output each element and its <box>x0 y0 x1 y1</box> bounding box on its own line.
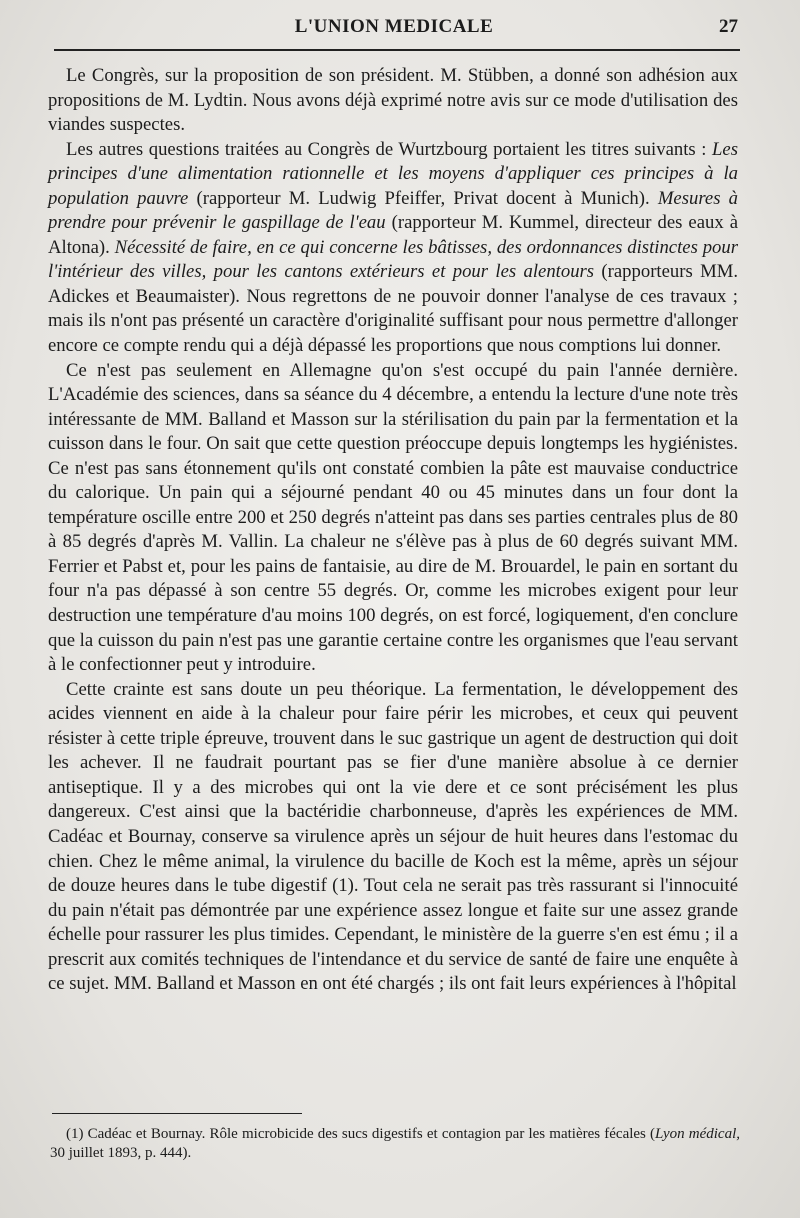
text-run: 30 juillet 1893, p. 444). <box>50 1145 192 1161</box>
footnote <box>50 1125 740 1163</box>
italic-title: Mesures à prendre pour prévenir le gaspillage de l'eau <box>48 187 738 234</box>
page-number: 27 <box>719 16 738 37</box>
running-title: L'UNION MEDICALE <box>294 16 494 37</box>
paragraph-1 <box>48 64 738 138</box>
paragraph-2 <box>48 138 738 359</box>
text-run: Le Congrès, sur la proposition de son président. M. Stübben, a donné son adhésion aux propositions de M. Lydtin. Nous avons déjà exprimé notre avis sur ce mode d'utilisation des viandes suspectes. <box>48 65 738 136</box>
italic-title: Les principes d'une alimentation rationnelle et les moyens d'appliquer ces principes à la population pauvre <box>48 138 738 209</box>
paragraph-3 <box>48 359 738 678</box>
paragraph-4 <box>48 678 738 997</box>
text-run: (rapporteurs MM. Adickes et Beaumaister). Nous regrettons de ne pouvoir donner l'analyse de ces travaux ; mais ils n'ont pas présenté un caractère d'originalité suffisant pour nous permettre d'allonger encore ce compte rendu qui a déjà dépassé les proportions que nous comptions lui donner. <box>48 261 739 357</box>
italic-journal: Lyon médical, <box>655 1126 740 1142</box>
footnote-rule <box>52 1113 302 1114</box>
text-run: (rapporteur M. Ludwig Pfeiffer, Privat docent à Munich). <box>188 187 658 209</box>
text-run: (rapporteur M. Kummel, directeur des eaux à Altona). <box>48 212 738 258</box>
text-run: Les autres questions traitées au Congrès de Wurtzbourg portaient les titres suivants : <box>66 138 713 160</box>
footnote-1 <box>50 1125 740 1163</box>
text-run: Ce n'est pas seulement en Allemagne qu'on s'est occupé du pain l'année dernière. L'Académie des sciences, dans sa séance du 4 décembre, a entendu la lecture d'une note très intéressante de MM. Balland et Masson sur la stérilisation du pain par la fermentation et la cuisson dans le four. On sait que cette question préoccupe depuis longtemps les hygiénistes. Ce n'est pas sans étonnement qu'ils ont constaté combien la pâte est mauvaise conductrice du calorique. Un pain qui a séjourné pendant 40 ou 45 minutes dans un four dont la température oscille entre 200 et 250 degrés n'atteint pas dans ses parties centrales plus de 80 à 85 degrés d'après M. Vallin. La chaleur ne s'élève pas à plus de 60 degrés suivant MM. Ferrier et Pabst et, pour les pains de fantaisie, au dire de M. Brouardel, le pain en sortant du four n'a pas dépassé à son centre 55 degrés. Or, comme les microbes exigent pour leur destruction une température d'au moins 100 degrés, on est forcé, logiquement, d'en conclure que la cuisson du pain n'est pas une garantie certaine contre les organismes que l'eau servant à le confectionner peut y introduire. <box>48 359 738 676</box>
text-run: Cette crainte est sans doute un peu théorique. La fermentation, le développement des acides viennent en aide à la chaleur pour faire périr les microbes, et ceux qui peuvent résister à cette triple épreuve, trouvent dans le suc gastrique un agent de destruction qui doit les achever. Il ne faudrait pourtant pas se fier d'une manière absolue à ce dernier antiseptique. Il y a des microbes qui ont la vie dere et ce sont précisément les plus dangereux. C'est ainsi que la bactéridie charbonneuse, d'après les expériences de MM. Cadéac et Bournay, conserve sa virulence après un séjour de huit heures dans l'estomac du chien. Chez le même animal, la virulence du bacille de Koch est la même, après un séjour de douze heures dans le tube digestif (1). Tout cela ne serait pas très rassurant si l'innocuité du pain n'était pas démontrée par une expérience assez longue et faite sur une assez grande échelle pour rassurer les plus timides. Cependant, le ministère de la guerre s'en est ému ; il a prescrit aux comités techniques de l'intendance et du service de santé de faire une enquête à ce sujet. MM. Balland et Masson en ont été chargés ; ils ont fait leurs expériences à l'hôpital <box>48 678 738 995</box>
page-header <box>48 16 740 46</box>
header-rule <box>54 49 740 51</box>
body-text <box>48 64 738 997</box>
italic-title: Nécessité de faire, en ce qui concerne les bâtisses, des ordonnances distinctes pour l'intérieur des villes, pour les cantons extérieurs et pour les alentours <box>48 236 738 283</box>
text-run: (1) Cadéac et Bournay. Rôle microbicide des sucs digestifs et contagion par les matières fécales ( <box>66 1126 656 1142</box>
